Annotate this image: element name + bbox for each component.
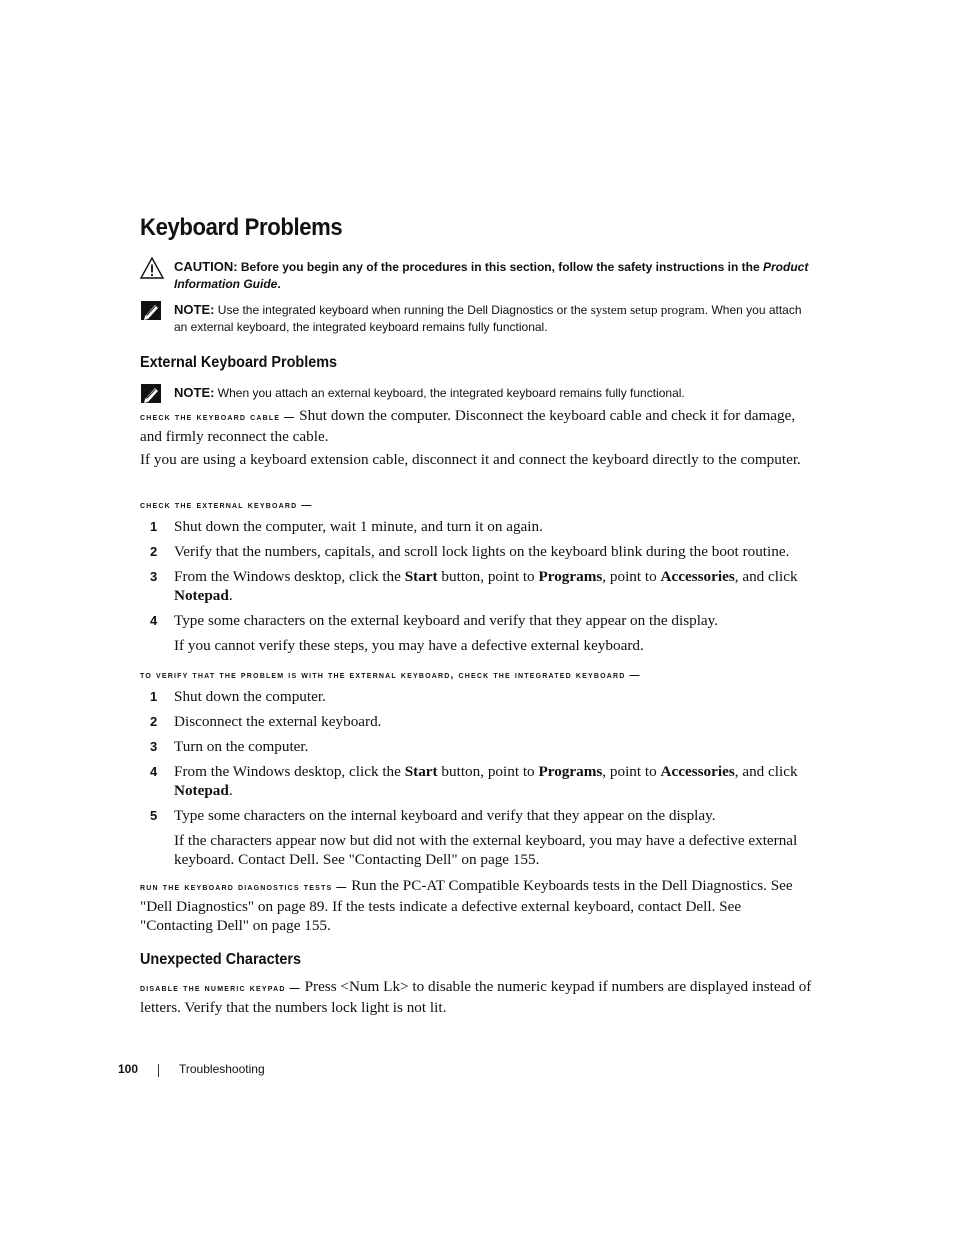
step-text: Shut down the computer, wait 1 minute, and turn it on again. <box>174 518 543 535</box>
notepad-term: Notepad <box>174 587 229 604</box>
accessories-term: Accessories <box>660 763 735 780</box>
step-text: , and click <box>734 568 798 585</box>
disable-keypad-lead: disable the numeric keypad — <box>140 983 301 994</box>
note-block-2 <box>140 384 815 402</box>
list-item <box>140 687 815 706</box>
check-cable-paragraph <box>140 406 815 446</box>
step-number: 1 <box>150 689 158 704</box>
disable-keypad-text: Press <Num Lk> to disable the numeric keypad if numbers are displayed instead of letters. Verify that the numbers lock light is not lit. <box>140 978 812 1016</box>
step-text: , point to <box>602 763 657 780</box>
check-external-heading <box>140 494 815 515</box>
step-number: 1 <box>150 519 158 534</box>
programs-term: Programs <box>538 763 603 780</box>
step-text: . <box>228 782 233 799</box>
step-followup: If you cannot verify these steps, you may have a defective external keyboard. <box>174 637 644 654</box>
note-pencil-icon <box>140 383 164 405</box>
note-block-1 <box>140 301 815 336</box>
verify-integrated-lead: to verify that the problem is with the external keyboard, check the integrated keyboard — <box>140 670 641 681</box>
step-number: 2 <box>150 544 158 559</box>
step-number: 3 <box>150 739 158 754</box>
caution-end: . <box>277 277 281 291</box>
step-text: Disconnect the external keyboard. <box>174 713 382 730</box>
list-item <box>140 806 815 869</box>
list-item <box>140 712 815 731</box>
page-number: 100 <box>118 1062 139 1076</box>
step-text: Turn on the computer. <box>174 738 309 755</box>
note-text-post: . When you attach an external keyboard, the integrated keyboard remains fully functional. <box>174 303 802 334</box>
list-item <box>140 517 815 536</box>
step-text: From the Windows desktop, click the <box>174 568 401 585</box>
start-menu-term: Start <box>404 763 438 780</box>
caution-block <box>140 258 815 293</box>
step-number: 4 <box>150 764 158 779</box>
step-text: . <box>228 587 233 604</box>
step-text: Verify that the numbers, capitals, and scroll lock lights on the keyboard blink during the boot routine. <box>174 543 790 560</box>
note-label: NOTE: <box>174 385 215 400</box>
note-text: When you attach an external keyboard, the integrated keyboard remains fully functional. <box>217 386 685 400</box>
list-item <box>140 611 815 655</box>
verify-integrated-steps <box>140 687 815 875</box>
verify-integrated-heading <box>140 664 815 685</box>
list-item <box>140 542 815 561</box>
section-title-external: External Keyboard Problems <box>140 354 338 371</box>
step-text: button, point to <box>441 763 535 780</box>
step-number: 5 <box>150 808 158 823</box>
step-text: , point to <box>602 568 657 585</box>
step-text: button, point to <box>441 568 535 585</box>
step-text: From the Windows desktop, click the <box>174 763 401 780</box>
check-cable-lead: check the keyboard cable — <box>140 412 296 423</box>
note-program: system setup program <box>590 302 705 317</box>
step-text: Type some characters on the external keyboard and verify that they appear on the display. <box>174 612 719 629</box>
step-text: , and click <box>734 763 798 780</box>
check-external-steps <box>140 517 815 661</box>
programs-term: Programs <box>538 568 603 585</box>
step-text: Shut down the computer. <box>174 688 326 705</box>
note-pencil-icon <box>140 300 164 322</box>
caution-guide: Product Information Guide <box>174 260 809 291</box>
check-cable-text: Shut down the computer. Disconnect the keyboard cable and check it for damage, and firmly reconnect the cable. <box>140 407 796 445</box>
run-diagnostics-lead: run the keyboard diagnostics tests — <box>140 882 348 893</box>
note-label: NOTE: <box>174 302 215 317</box>
step-number: 2 <box>150 714 158 729</box>
step-followup: If the characters appear now but did not with the external keyboard, you may have a defective external keyboard. Contact Dell. See "Contacting Dell" on page 155. <box>174 832 798 868</box>
section-title-unexpected: Unexpected Characters <box>140 951 302 968</box>
caution-label: CAUTION: <box>174 259 238 274</box>
list-item <box>140 737 815 756</box>
step-number: 4 <box>150 613 158 628</box>
check-external-lead: check the external keyboard — <box>140 500 313 511</box>
page-title: Keyboard Problems <box>140 214 343 241</box>
footer-divider <box>158 1064 159 1077</box>
list-item <box>140 762 815 800</box>
list-item <box>140 567 815 605</box>
step-text: Type some characters on the internal keyboard and verify that they appear on the display. <box>174 807 716 824</box>
notepad-term: Notepad <box>174 782 229 799</box>
accessories-term: Accessories <box>660 568 735 585</box>
footer-section: Troubleshooting <box>179 1062 265 1076</box>
caution-icon <box>140 257 164 279</box>
run-diagnostics-paragraph <box>140 876 815 935</box>
note-text-pre: Use the integrated keyboard when running the Dell Diagnostics or the <box>217 303 588 317</box>
run-diagnostics-text: Run the PC-AT Compatible Keyboards tests in the Dell Diagnostics. See "Dell Diagnostics" on page 89. If the tests indicate a defective external keyboard, contact Dell. See "Contacting Dell" on page 155. <box>140 877 793 934</box>
step-number: 3 <box>150 569 158 584</box>
extension-cable-paragraph: If you are using a keyboard extension cable, disconnect it and connect the keyboard directly to the computer. <box>140 451 801 468</box>
caution-text: Before you begin any of the procedures in this section, follow the safety instructions in the <box>240 260 760 274</box>
start-menu-term: Start <box>404 568 438 585</box>
page-footer <box>118 1062 265 1076</box>
disable-keypad-paragraph <box>140 977 815 1017</box>
